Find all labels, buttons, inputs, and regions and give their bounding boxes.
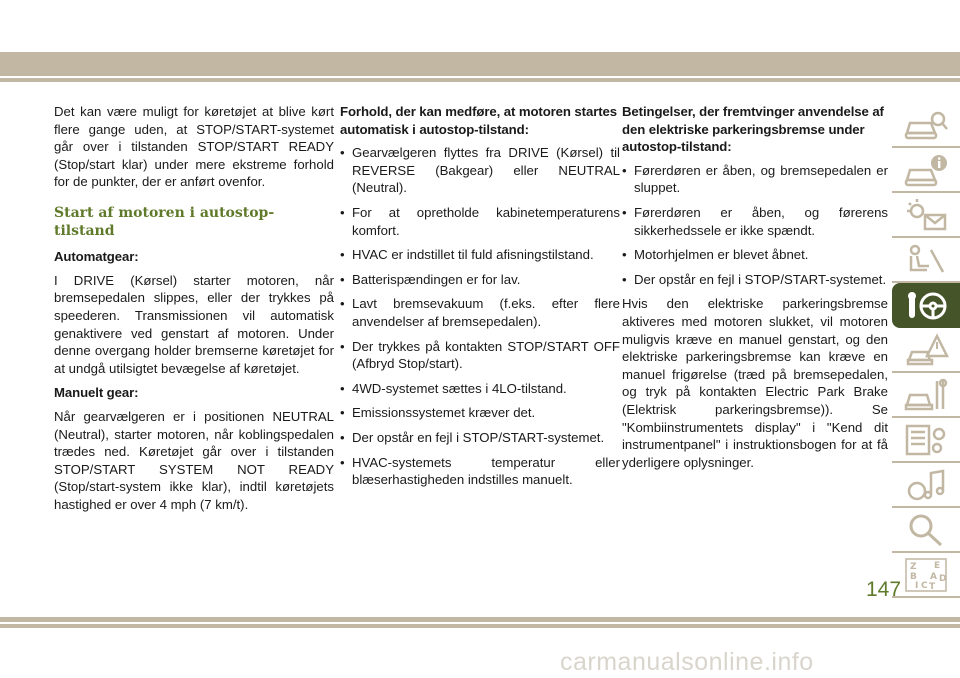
chapter-tabs bbox=[892, 103, 960, 598]
column-3 bbox=[622, 103, 888, 478]
tab-starting-operating[interactable] bbox=[892, 283, 960, 328]
tab-airbag-seat[interactable] bbox=[892, 238, 960, 283]
tab-settings[interactable] bbox=[892, 418, 960, 463]
list-item: • 4WD-systemet sættes i 4LO-tilstand. bbox=[340, 380, 620, 398]
watermark: carmanualsonline.info bbox=[560, 648, 814, 676]
index-letter: E bbox=[934, 560, 941, 571]
tab-index[interactable] bbox=[892, 553, 960, 598]
hazard-car-icon bbox=[903, 332, 949, 368]
list-item: • Lavt bremsevakuum (f.eks. efter flere anvendelser af bremsepedalen). bbox=[340, 295, 620, 330]
index-letter: T bbox=[929, 581, 936, 592]
tab-car-search[interactable] bbox=[892, 103, 960, 148]
index-alphabet-icon bbox=[903, 557, 949, 593]
header-rule bbox=[0, 78, 960, 82]
list-item: • Batterispændingen er for lav. bbox=[340, 271, 620, 289]
header-band bbox=[0, 52, 960, 76]
footer-rule bbox=[0, 624, 960, 628]
manual-paragraph: Når gearvælgeren er i positionen NEUTRAL (Neutral), starter motoren, når koblingspedalen trædes ned. Køretøjet går over i tilstanden STOP/START SYSTEM NOT READY (Stop/start-system ikke klar), indtil køretøjets hastighed er over 4 mph (7 km/t). bbox=[54, 408, 334, 512]
tab-service[interactable] bbox=[892, 373, 960, 418]
tab-search[interactable] bbox=[892, 508, 960, 553]
list-item: • Emissionssystemet kræver det. bbox=[340, 404, 620, 422]
section-heading: Start af motoren i autostop-tilstand bbox=[54, 204, 275, 239]
column-1 bbox=[54, 103, 334, 520]
list-item: • HVAC-systemets temperatur eller blæserhastigheden indstilles manuelt. bbox=[340, 454, 620, 489]
list-item: • Førerdøren er åben, og bremsepedalen er sluppet. bbox=[622, 162, 888, 197]
steering-key-icon bbox=[903, 288, 949, 324]
index-letter: B bbox=[910, 571, 917, 582]
conditions-heading: Forhold, der kan medføre, at motoren startes automatisk i autostop-tilstand: bbox=[340, 104, 617, 137]
automatic-paragraph: I DRIVE (Kørsel) starter motoren, når bremsepedalen slippes, eller der trykkes på speederen. Transmissionen vil automatisk genaktivere ved genstart af motoren. Under denne overgang holder bremserne køretøjet for at undgå utilsigtet bevægelse af køretøjet. bbox=[54, 272, 334, 376]
tab-car-info[interactable] bbox=[892, 148, 960, 193]
search-magnifier-icon bbox=[903, 512, 949, 548]
settings-list-icon bbox=[903, 422, 949, 458]
tab-warning-lights[interactable] bbox=[892, 193, 960, 238]
conditions-list bbox=[340, 144, 620, 489]
intro-paragraph: Det kan være muligt for køretøjet at blive kørt flere gange uden, at STOP/START-systemet går over i tilstanden STOP/START READY (Stop/start klar) under mere ekstreme forhold for de punkter, der er anført ovenfor. bbox=[54, 104, 334, 190]
column-2 bbox=[340, 103, 620, 496]
index-letter: I bbox=[915, 580, 919, 591]
car-info-icon bbox=[903, 152, 949, 188]
airbag-seat-icon bbox=[903, 242, 949, 278]
multimedia-music-icon bbox=[903, 467, 949, 503]
index-letter: A bbox=[930, 571, 937, 582]
subheading-automatic: Automatgear: bbox=[54, 249, 139, 265]
service-tools-icon bbox=[903, 377, 949, 413]
car-search-icon bbox=[903, 107, 949, 143]
list-item: • Der trykkes på kontakten STOP/START OFF (Afbryd Stop/start). bbox=[340, 338, 620, 373]
subheading-manual: Manuelt gear: bbox=[54, 385, 139, 401]
list-item: • Førerdøren er åben, og førerens sikkerhedssele er ikke spændt. bbox=[622, 204, 888, 239]
index-letter: Z bbox=[910, 561, 917, 572]
list-item: • Der opstår en fejl i STOP/START-systemet. bbox=[340, 429, 620, 447]
list-item: • Gearvælgeren flyttes fra DRIVE (Kørsel) til REVERSE (Bakgear) eller NEUTRAL (Neutral). bbox=[340, 144, 620, 197]
page-number: 147 bbox=[866, 578, 902, 601]
warning-lights-message-icon bbox=[903, 197, 949, 233]
parking-brake-heading: Betingelser, der fremtvinger anvendelse af den elektriske parkeringsbremse under autostop-tilstand: bbox=[622, 104, 884, 155]
index-letter: C bbox=[921, 580, 928, 591]
list-item: • For at opretholde kabinetemperaturens komfort. bbox=[340, 204, 620, 239]
list-item: • Motorhjelmen er blevet åbnet. bbox=[622, 246, 888, 264]
parking-brake-list bbox=[622, 162, 888, 289]
list-item: • HVAC er indstillet til fuld afisningstilstand. bbox=[340, 246, 620, 264]
list-item: • Der opstår en fejl i STOP/START-systemet. bbox=[622, 271, 888, 289]
parking-brake-paragraph: Hvis den elektriske parkeringsbremse aktiveres med motoren slukket, vil motoren muligvis kræve en manuel genstart, og den elektriske parkeringsbremse kan kræve en manuel frigørelse (træd på bremsepedalen, og tryk på kontakten Electric Park Brake (Elektrisk parkeringsbremse)). Se "Kombiinstrumentets display" i "Kend dit instrumentpanel" i instruktionsbogen for at få yderligere oplysninger. bbox=[622, 296, 888, 470]
tab-hazard[interactable] bbox=[892, 328, 960, 373]
footer-band bbox=[0, 617, 960, 622]
tab-multimedia[interactable] bbox=[892, 463, 960, 508]
index-letter: D bbox=[939, 573, 947, 584]
